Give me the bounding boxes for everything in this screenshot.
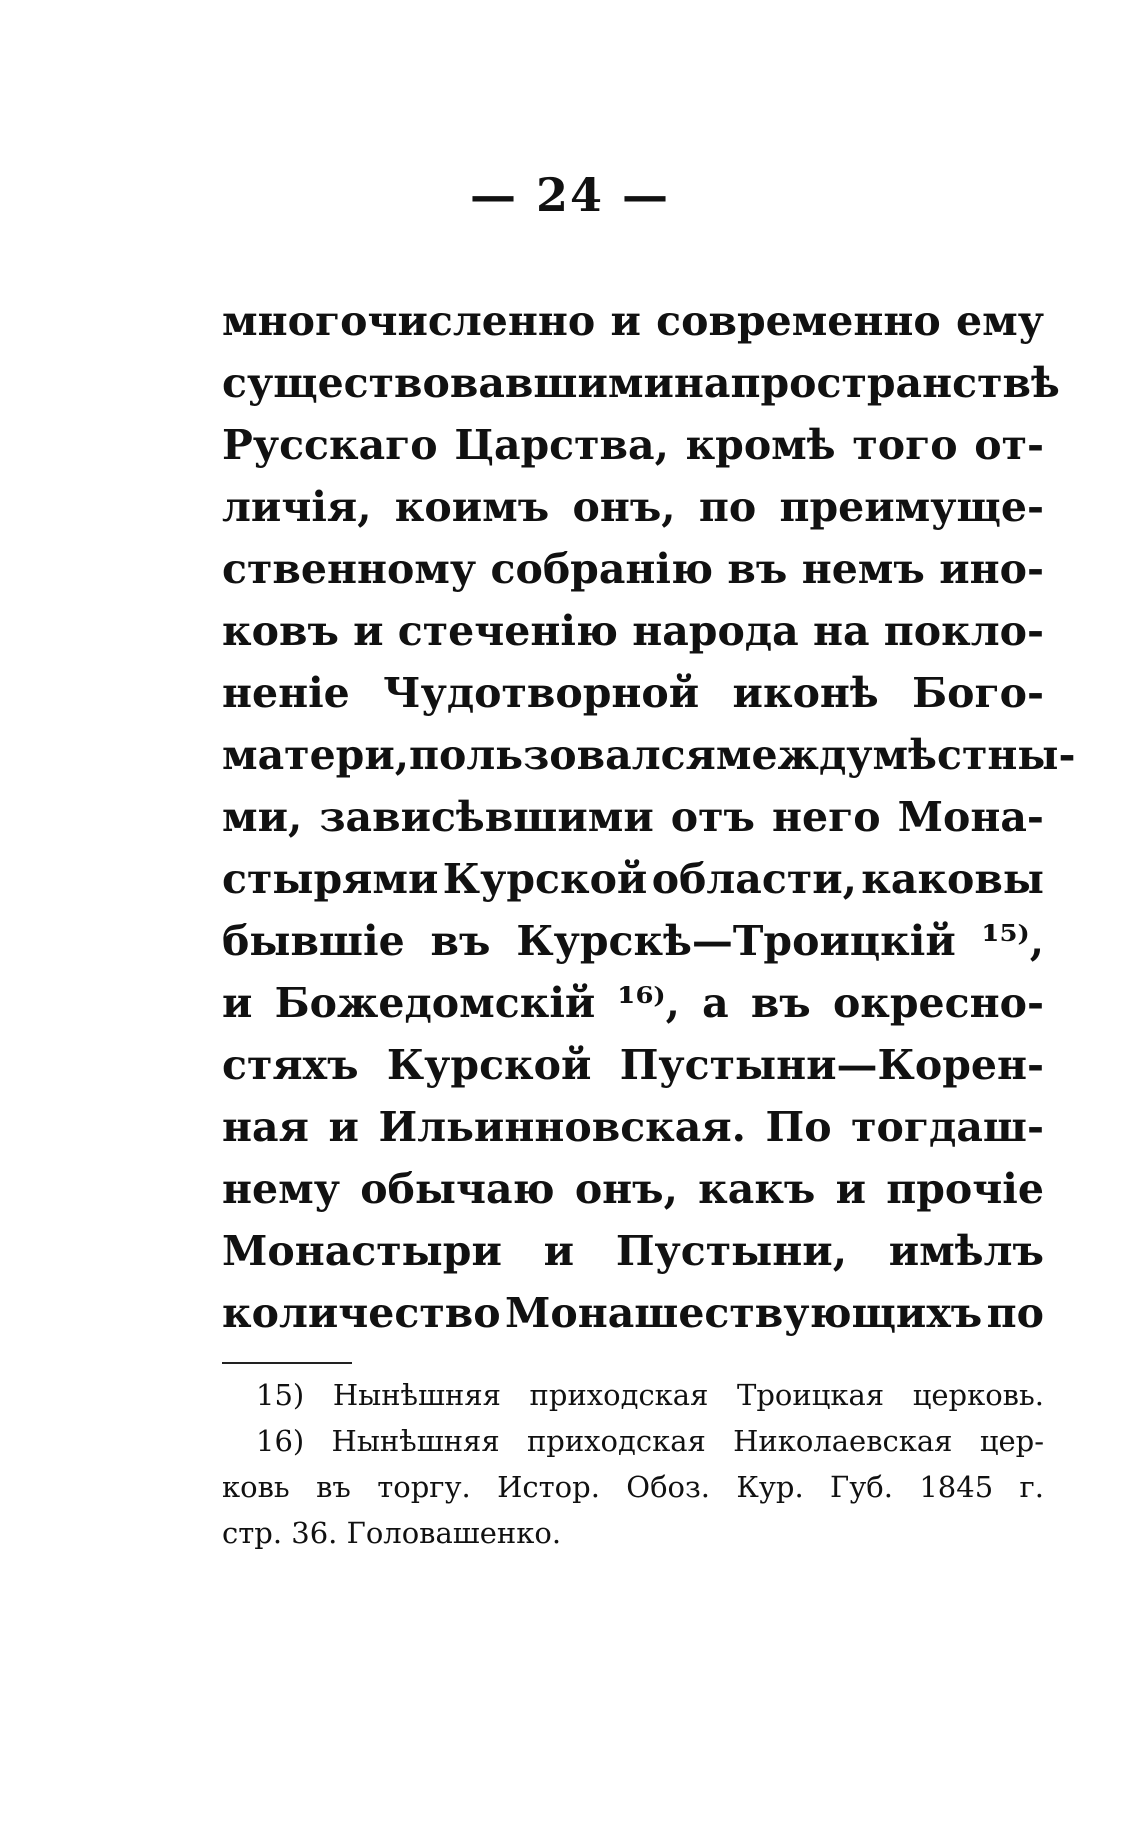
footnote-16: 16) Нынѣшняя приходская Николаевская цер- [256, 1424, 1044, 1458]
text-line: ственному собранію въ немъ ино- [222, 545, 1044, 593]
text-line: неніе Чудотворной иконѣ Бого- [222, 669, 1044, 717]
text-line: существовавшими на пространствѣ [222, 359, 1060, 407]
text-line: Русскаго Царства, кромѣ того от- [222, 421, 1044, 469]
text-line: многочисленно и современно ему [222, 297, 1044, 345]
text-line: матери, пользовался между мѣстны- [222, 731, 1076, 779]
footnote-15: 15) Нынѣшняя приходская Троицкая церковь. [256, 1378, 1044, 1412]
text-line: ми, зависѣвшими отъ него Мона- [222, 793, 1044, 841]
text-line: стырями Курской области, каковы [222, 855, 1044, 903]
text-line: и Божедомскій ¹⁶⁾, а въ окресно- [222, 979, 1044, 1027]
text-line: ковъ и стеченію народа на покло- [222, 607, 1044, 655]
text-line: нему обычаю онъ, какъ и прочіе [222, 1165, 1044, 1213]
text-line: Монастыри и Пустыни, имѣлъ [222, 1227, 1044, 1275]
footnote-16-continued: ковь въ торгу. Истор. Обоз. Кур. Губ. 1845 г. [222, 1470, 1044, 1504]
text-line: количество Монашествующихъ по [222, 1289, 1044, 1337]
main-text-block [222, 290, 1076, 1344]
text-line: стяхъ Курской Пустыни—Корен- [222, 1041, 1044, 1089]
page-number: — 24 — [469, 168, 671, 222]
text-line: личія, коимъ онъ, по преимуще- [222, 483, 1044, 531]
text-line: бывшіе въ Курскѣ—Троицкій ¹⁵⁾, [222, 917, 1044, 965]
footnote-divider [222, 1362, 352, 1364]
text-line: ная и Ильинновская. По тогдаш- [222, 1103, 1044, 1151]
footnote-16-continued: стр. 36. Головашенко. [222, 1516, 562, 1550]
footnotes-block [222, 1372, 1044, 1556]
